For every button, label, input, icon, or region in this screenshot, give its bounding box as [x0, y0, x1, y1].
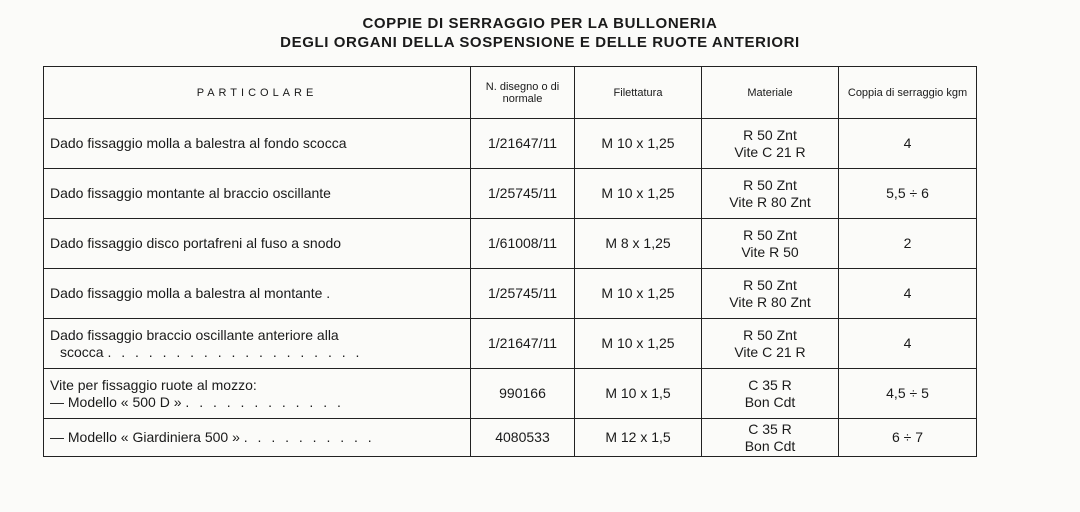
table-row [44, 269, 977, 319]
table-row [44, 169, 977, 219]
cell-filettatura: M 10 x 1,25 [575, 319, 702, 369]
cell-particolare [44, 269, 471, 319]
cell-particolare: Dado fissaggio molla a balestra al fondo scocca [44, 119, 471, 169]
table-row [44, 219, 977, 269]
leader-dots: . . . . . . . . . . . . . . . . . . . [107, 343, 363, 360]
materiale-line-1: R 50 Znt [743, 326, 797, 343]
table-row [44, 369, 977, 419]
cell-coppia: 4 [839, 119, 977, 169]
particolare-continuation: — Modello « 500 D » [50, 393, 182, 410]
materiale-line-1: C 35 R [748, 376, 792, 393]
materiale-line-2: Vite C 21 R [734, 343, 806, 360]
cell-filettatura: M 8 x 1,25 [575, 219, 702, 269]
cell-coppia: 4 [839, 269, 977, 319]
cell-filettatura: M 10 x 1,25 [575, 269, 702, 319]
particolare-line-2 [50, 344, 464, 361]
cell-filettatura: M 10 x 1,5 [575, 369, 702, 419]
cell-coppia: 6 ÷ 7 [839, 419, 977, 457]
particolare-text: — Modello « Giardiniera 500 » [50, 429, 240, 445]
cell-materiale [702, 369, 839, 419]
particolare-text: Dado fissaggio braccio oscillante anteriore alla [50, 326, 339, 343]
particolare-line-2 [50, 394, 464, 411]
title-line-1: COPPIE DI SERRAGGIO PER LA BULLONERIA [362, 15, 718, 32]
cell-filettatura: M 10 x 1,25 [575, 169, 702, 219]
materiale-line-1: R 50 Znt [743, 226, 797, 243]
materiale-line-1: R 50 Znt [743, 126, 797, 143]
cell-materiale [702, 119, 839, 169]
leader-dots: . . . . . . . . . . [243, 429, 375, 445]
leader-dots: . [326, 285, 334, 301]
cell-particolare [44, 419, 471, 457]
cell-coppia: 2 [839, 219, 977, 269]
cell-particolare: Dado fissaggio montante al braccio oscillante [44, 169, 471, 219]
header-particolare: PARTICOLARE [44, 67, 471, 119]
cell-coppia: 4,5 ÷ 5 [839, 369, 977, 419]
materiale-line-2: Vite C 21 R [734, 143, 806, 160]
cell-disegno: 1/25745/11 [471, 169, 575, 219]
materiale-line-2: Vite R 80 Znt [729, 193, 811, 210]
table-row [44, 319, 977, 369]
materiale-line-1: C 35 R [748, 420, 792, 437]
cell-particolare [44, 319, 471, 369]
table-row [44, 419, 977, 457]
document-title [0, 14, 1080, 52]
table-header-row [44, 67, 977, 119]
materiale-line-2: Bon Cdt [744, 393, 796, 410]
cell-coppia: 5,5 ÷ 6 [839, 169, 977, 219]
cell-disegno: 4080533 [471, 419, 575, 457]
particolare-continuation: scocca [60, 343, 104, 360]
cell-disegno: 1/21647/11 [471, 319, 575, 369]
title-line-2: DEGLI ORGANI DELLA SOSPENSIONE E DELLE RUOTE ANTERIORI [280, 34, 800, 51]
torque-spec-table [43, 66, 977, 457]
cell-filettatura: M 12 x 1,5 [575, 419, 702, 457]
cell-coppia: 4 [839, 319, 977, 369]
table-row [44, 119, 977, 169]
cell-disegno: 1/21647/11 [471, 119, 575, 169]
leader-dots: . . . . . . . . . . . . [185, 393, 344, 410]
materiale-line-2: Bon Cdt [744, 437, 796, 454]
cell-materiale [702, 219, 839, 269]
cell-particolare [44, 369, 471, 419]
header-filettatura: Filettatura [575, 67, 702, 119]
particolare-text: Dado fissaggio molla a balestra al montante [50, 285, 323, 301]
materiale-line-1: R 50 Znt [743, 276, 797, 293]
cell-disegno: 1/61008/11 [471, 219, 575, 269]
particolare-text: Vite per fissaggio ruote al mozzo: [50, 376, 257, 393]
cell-materiale [702, 169, 839, 219]
header-disegno: N. disegno o di normale [471, 67, 575, 119]
cell-disegno: 990166 [471, 369, 575, 419]
cell-disegno: 1/25745/11 [471, 269, 575, 319]
materiale-line-1: R 50 Znt [743, 176, 797, 193]
cell-filettatura: M 10 x 1,25 [575, 119, 702, 169]
materiale-line-2: Vite R 80 Znt [729, 293, 811, 310]
materiale-line-2: Vite R 50 [741, 243, 799, 260]
cell-materiale [702, 419, 839, 457]
header-coppia: Coppia di serraggio kgm [839, 67, 977, 119]
cell-materiale [702, 269, 839, 319]
cell-particolare: Dado fissaggio disco portafreni al fuso a snodo [44, 219, 471, 269]
header-materiale: Materiale [702, 67, 839, 119]
cell-materiale [702, 319, 839, 369]
